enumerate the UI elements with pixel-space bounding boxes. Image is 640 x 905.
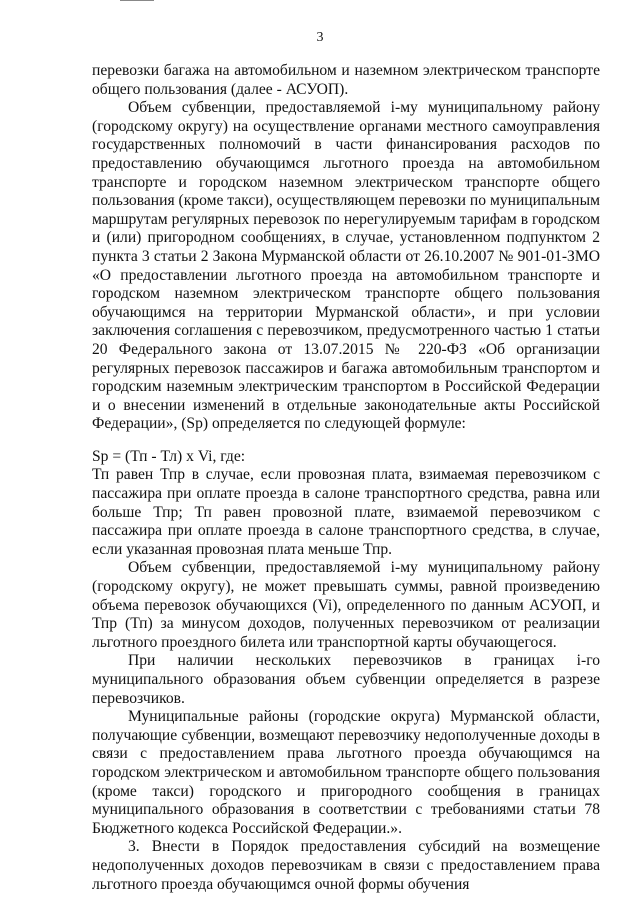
paragraph: Тп равен Тпр в случае, если провозная плата, взимаемая перевозчиком с пассажира при оплате проезда в салоне транспортного средства, равна или больше Тпр; Тп равен провозной плате, взимаемой перевозчиком с пассажира при оплате проезда в салоне транспортного средства, в случае, если указанная провозная плата меньше Тпр. (92, 466, 600, 558)
paragraph: При наличии нескольких перевозчиков в границах i-го муниципального образования объем субвенции определяется в разрезе перевозчиков. (92, 652, 600, 707)
paragraph: 3. Внести в Порядок предоставления субсидий на возмещение недополученных доходов перевозчикам в связи с предоставлением права льготного проезда обучающимся очной формы обучения (92, 838, 600, 893)
top-edge-line (120, 0, 154, 1)
paragraph: Муниципальные районы (городские округа) Мурманской области, получающие субвенции, возмещают перевозчику недополученные доходы в связи с предоставлением права льготного проезда обучающимся на городском электрическом и автомобильном транспорте общего пользования (кроме такси) городского и пригородного сообщения в границах муниципального образования в соответствии с требованиями статьи 78 Бюджетного кодекса Российской Федерации.». (92, 708, 600, 837)
paragraph: перевозки багажа на автомобильном и наземном электрическом транспорте общего пользования (далее - АСУОП). (92, 62, 600, 98)
document-body (92, 62, 600, 894)
formula-line: Sр = (Тп - Тл) х Vi, где: (92, 447, 246, 465)
paragraph: Объем субвенции, предоставляемой i-му муниципальному району (городскому округу), не может превышать суммы, равной произведению объема перевозок обучающихся (Vi), определенного по данным АСУОП, и Тпр (Тп) за минусом доходов, полученных перевозчиком от реализации льготного проездного билета или транспортной карты обучающегося. (92, 559, 600, 651)
page-number: 3 (316, 30, 324, 45)
paragraph: Объем субвенции, предоставляемой i-му муниципальному району (городскому округу) на осуществление органами местного самоуправления государственных полномочий в части финансирования расходов по предоставлению обучающимся льготного проезда на автомобильном транспорте и городском наземном электрическом транспорте общего пользования (кроме такси), осуществляющем перевозки по муниципальным маршрутам регулярных перевозок по нерегулируемым тарифам в городском и (или) пригородном сообщениях, в случае, установленном подпунктом 2 пункта 3 статьи 2 Закона Мурманской области от 26.10.2007 № 901-01-ЗМО «О предоставлении льготного проезда на автомобильном транспорте и городском наземном электрическом транспорте общего пользования обучающимся на территории Мурманской области», и при условии заключения соглашения с перевозчиком, предусмотренного частью 1 статьи 20 Федерального закона от 13.07.2015 № 220-ФЗ «Об организации регулярных перевозок пассажиров и багажа автомобильным транспортом и городским наземным электрическим транспортом в Российской Федерации и о внесении изменений в отдельные законодательные акты Российской Федерации», (Sр) определяется по следующей формуле: (92, 99, 600, 433)
